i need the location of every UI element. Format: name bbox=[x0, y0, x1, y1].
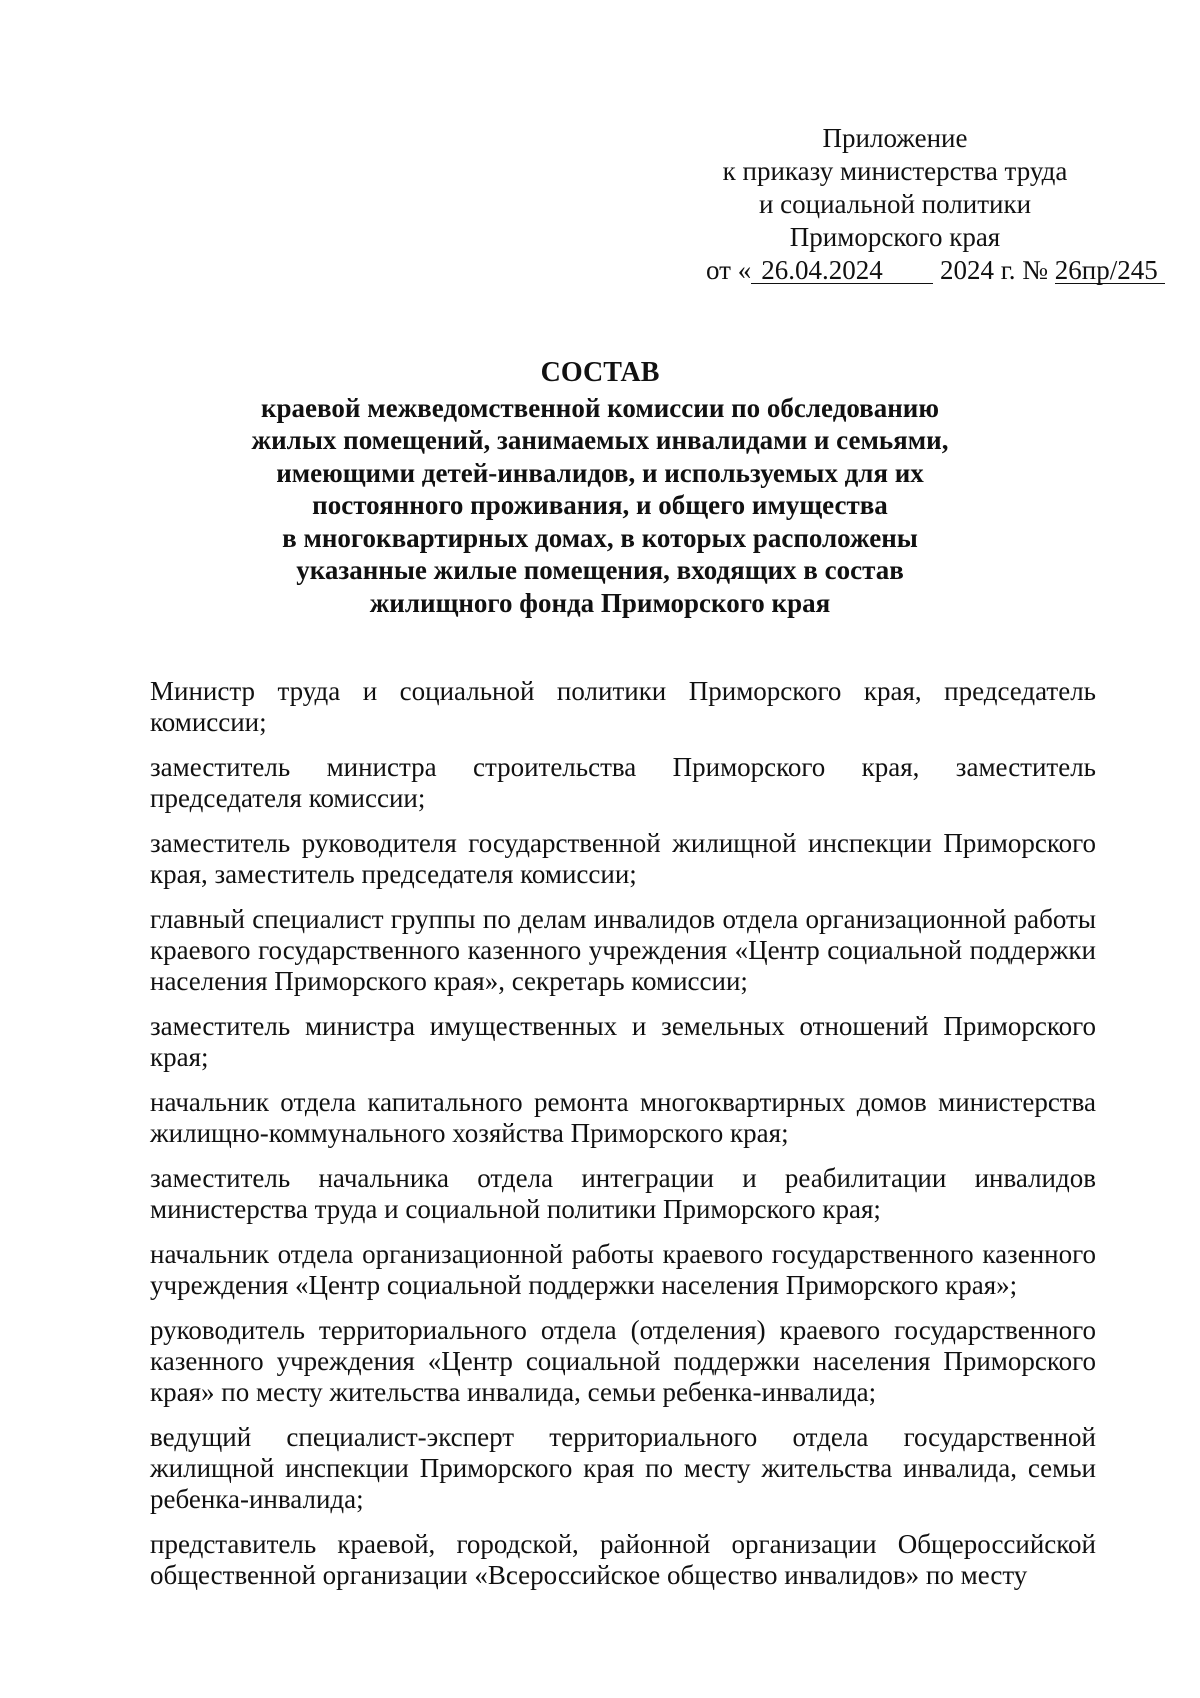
member-item: начальник отдела организационной работы краевого государственного казенного учреждения «Центр социальной поддержки населения Приморского края»; bbox=[150, 1239, 1096, 1300]
attachment-ministry: и социальной политики bbox=[758, 189, 1032, 219]
member-item: главный специалист группы по делам инвалидов отдела организационной работы краевого государственного казенного учреждения «Центр социальной поддержки населения Приморского края», секретарь комиссии; bbox=[150, 904, 1096, 996]
attachment-order-ref: к приказу министерства труда bbox=[722, 156, 1068, 186]
order-date: 26.04.2024 bbox=[751, 257, 933, 284]
title-line: в многоквартирных домах, в которых расположены bbox=[282, 522, 918, 553]
member-item: заместитель министра имущественных и земельных отношений Приморского края; bbox=[150, 1011, 1096, 1072]
member-item: Министр труда и социальной политики Приморского края, председатель комиссии; bbox=[150, 676, 1096, 737]
title-main: СОСТАВ bbox=[540, 357, 660, 388]
document-title bbox=[150, 357, 1050, 619]
member-item: заместитель начальника отдела интеграции и реабилитации инвалидов министерства труда и социальной политики Приморского края; bbox=[150, 1163, 1096, 1224]
date-suffix: 2024 г. № bbox=[939, 255, 1048, 285]
member-item: заместитель министра строительства Приморского края, заместитель председателя комиссии; bbox=[150, 752, 1096, 813]
member-item: начальник отдела капитального ремонта многоквартирных домов министерства жилищно-коммунального хозяйства Приморского края; bbox=[150, 1087, 1096, 1148]
attachment-region: Приморского края bbox=[789, 222, 1001, 252]
title-line: постоянного проживания, и общего имущества bbox=[312, 490, 888, 520]
members-list bbox=[150, 676, 1096, 1605]
member-item: заместитель руководителя государственной жилищной инспекции Приморского края, заместитель председателя комиссии; bbox=[150, 828, 1096, 889]
title-line: указанные жилые помещения, входящих в состав bbox=[296, 555, 904, 585]
title-line: жилищного фонда Приморского края bbox=[369, 587, 831, 618]
attachment-title: Приложение bbox=[822, 123, 968, 153]
date-prefix: от « bbox=[706, 255, 752, 285]
member-item: представитель краевой, городской, районной организации Общероссийской общественной организации «Всероссийское общество инвалидов» по месту bbox=[150, 1529, 1096, 1590]
title-line: жилых помещений, занимаемых инвалидами и семьями, bbox=[251, 425, 949, 455]
order-number: 26пр/245 bbox=[1055, 257, 1165, 284]
title-line: краевой межведомственной комиссии по обследованию bbox=[260, 392, 940, 423]
attachment-date-line bbox=[640, 254, 1158, 287]
attachment-header bbox=[640, 122, 1158, 287]
member-item: руководитель территориального отдела (отделения) краевого государственного казенного учреждения «Центр социальной поддержки населения Приморского края» по месту жительства инвалида, семьи ребенка-инвалида; bbox=[150, 1315, 1096, 1407]
title-line: имеющими детей-инвалидов, и используемых для их bbox=[276, 457, 924, 488]
member-item: ведущий специалист-эксперт территориального отдела государственной жилищной инспекции Приморского края по месту жительства инвалида, семьи ребенка-инвалида; bbox=[150, 1422, 1096, 1514]
